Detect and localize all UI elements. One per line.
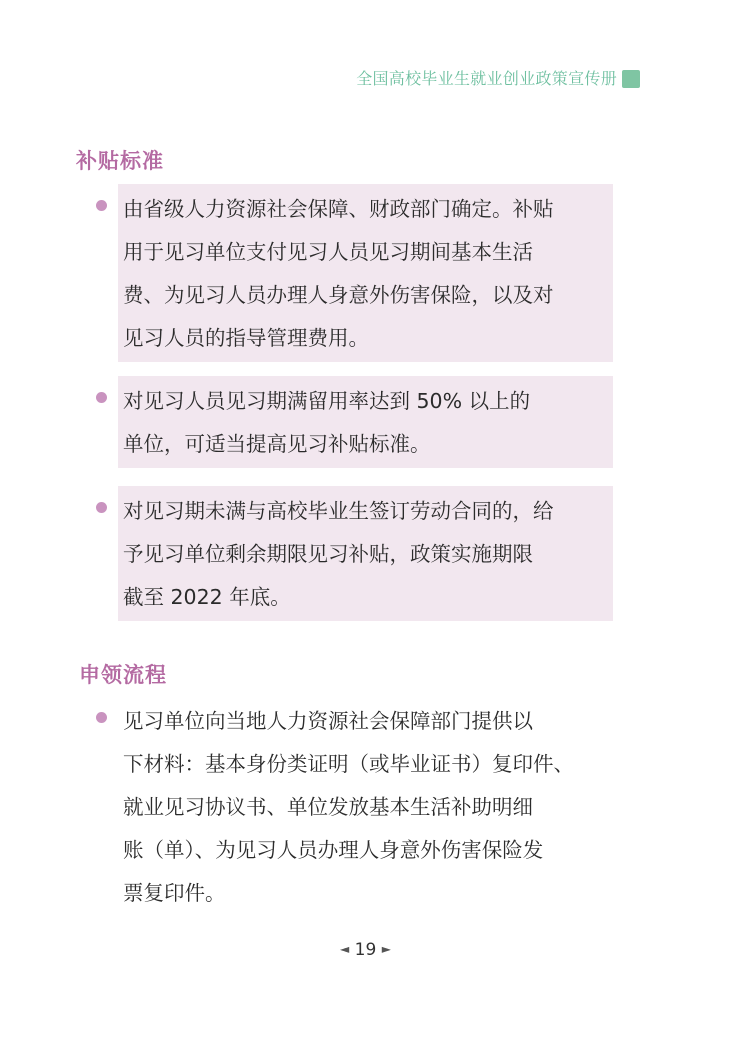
- item-text-line: 单位，可适当提高见习补贴标准。: [123, 432, 431, 456]
- item-text-box: [118, 696, 613, 917]
- prev-arrow-icon: ◄: [340, 942, 350, 956]
- item-text-line: 账（单）、为见习人员办理人身意外伤害保险发: [123, 838, 544, 862]
- header-color-mark: [622, 70, 640, 88]
- item-text-line: 就业见习协议书、单位发放基本生活补助明细: [123, 795, 533, 819]
- item-text-line: 费、为见习人员办理人身意外伤害保险，以及对: [123, 283, 554, 307]
- bullet-dot-icon: [96, 392, 107, 403]
- item-text-line: 予见习单位剩余期限见习补贴，政策实施期限: [123, 542, 533, 566]
- section-title-subsidy-standard: 补贴标准: [76, 149, 164, 173]
- item-text-line: 票复印件。: [123, 881, 226, 905]
- item-text-line: 对见习期未满与高校毕业生签订劳动合同的，给: [123, 499, 554, 523]
- item-text-box: [118, 486, 613, 621]
- bullet-dot-icon: [96, 712, 107, 723]
- item-text-box: [118, 184, 613, 362]
- item-text-box: [118, 376, 613, 468]
- item-text-line: 由省级人力资源社会保障、财政部门确定。补贴: [123, 197, 554, 221]
- item-text-line: 用于见习单位支付见习人员见习期间基本生活: [123, 240, 533, 264]
- next-arrow-icon: ►: [381, 942, 391, 956]
- item-text-line: 见习人员的指导管理费用。: [123, 326, 369, 350]
- booklet-title: 全国高校毕业生就业创业政策宣传册: [356, 69, 617, 88]
- page-number: [0, 940, 731, 960]
- section-title-application-process: 申领流程: [79, 663, 167, 687]
- page-number-value: 19: [354, 940, 377, 960]
- bullet-dot-icon: [96, 502, 107, 513]
- item-text-line: 对见习人员见习期满留用率达到 50% 以上的: [123, 389, 531, 413]
- item-text-line: 截至 2022 年底。: [123, 585, 291, 609]
- item-text-line: 下材料：基本身份类证明（或毕业证书）复印件、: [123, 752, 574, 776]
- bullet-dot-icon: [96, 200, 107, 211]
- item-text-line: 见习单位向当地人力资源社会保障部门提供以: [123, 709, 533, 733]
